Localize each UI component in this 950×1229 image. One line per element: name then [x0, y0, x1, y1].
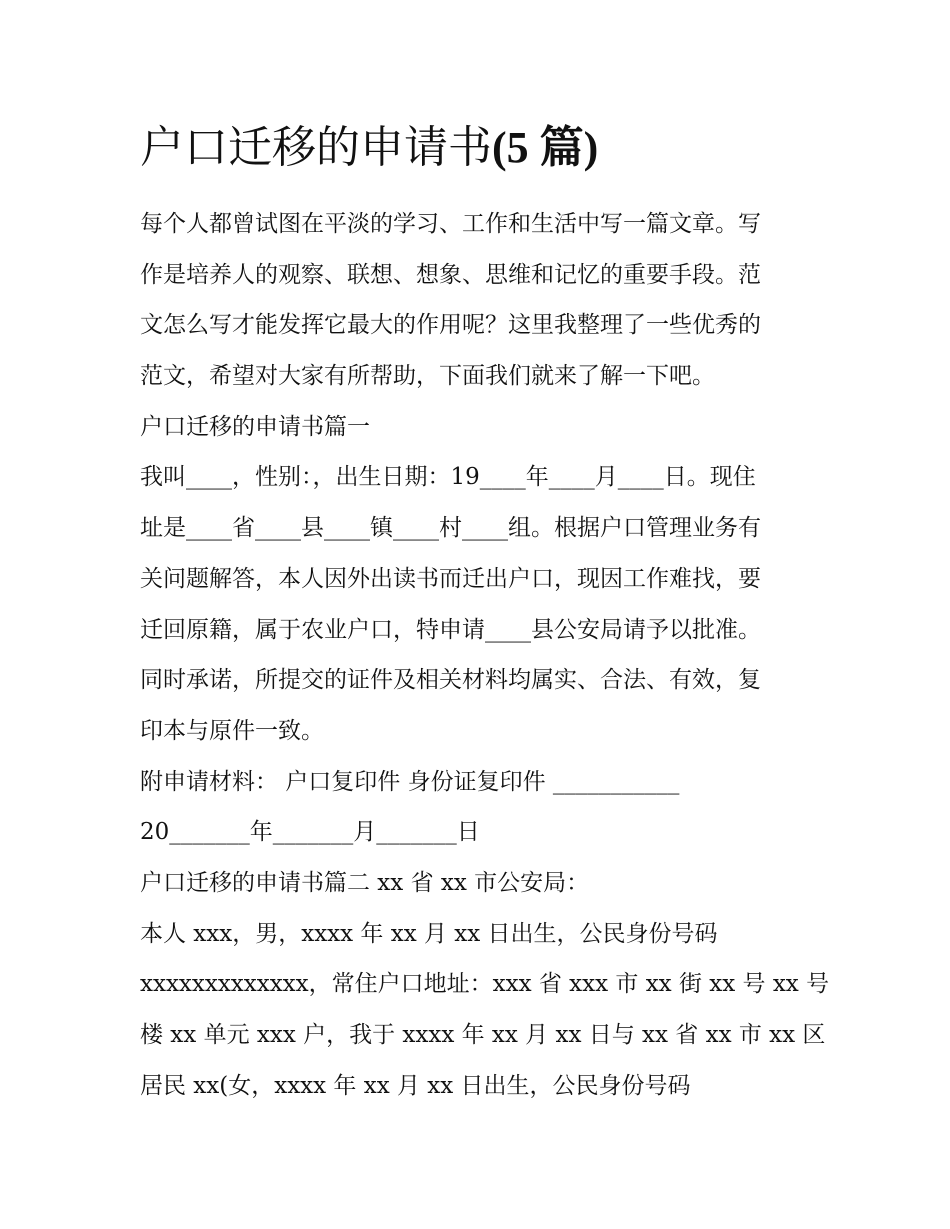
- text-line: 每个人都曾试图在平淡的学习、工作和生活中写一篇文章。写: [140, 211, 761, 237]
- text-line: 文怎么写才能发挥它最大的作用呢？这里我整理了一些优秀的: [140, 312, 761, 339]
- title-count: (5 篇): [492, 123, 599, 172]
- text-line: 本人 xxx，男，xxxx 年 xx 月 xx 日出生，公民身份号码: [140, 920, 718, 947]
- text-line: 迁回原籍，属于农业户口，特申请____县公安局请予以批准。: [140, 616, 761, 643]
- title-text: 户口迁移的申请书: [140, 122, 492, 173]
- text-line: 居民 xx(女，xxxx 年 xx 月 xx 日出生，公民身份号码: [140, 1072, 691, 1099]
- text-line: 关问题解答，本人因外出读书而迁出户口，现因工作难找，要: [140, 565, 761, 592]
- document-body: [140, 199, 830, 1111]
- text-line: 楼 xx 单元 xxx 户，我于 xxxx 年 xx 月 xx 日与 xx 省 xx 市 xx 区: [140, 1022, 826, 1048]
- text-line: 址是____省____县____镇____村____组。根据户口管理业务有: [140, 515, 761, 542]
- text-line: 我叫____，性别：，出生日期：19____年____月____日。现住: [140, 464, 756, 491]
- text-line: 范文，希望对大家有所帮助，下面我们就来了解一下吧。: [140, 363, 715, 390]
- text-line: 印本与原件一致。: [140, 717, 324, 744]
- attachments-line: 附申请材料： 户口复印件 身份证复印件 ___________: [140, 768, 680, 795]
- date-line: 20_______年_______月_______日: [140, 819, 480, 846]
- document-title: [140, 112, 820, 184]
- text-line: 作是培养人的观察、联想、想象、思维和记忆的重要手段。范: [140, 261, 761, 288]
- text-line: 同时承诺，所提交的证件及相关材料均属实、合法、有效，复: [140, 667, 761, 694]
- text-line: xxxxxxxxxxxxx，常住户口地址：xxx 省 xxx 市 xx 街 xx 号 xx 号: [140, 971, 830, 998]
- section-heading: 户口迁移的申请书篇一: [140, 413, 370, 440]
- section-heading: 户口迁移的申请书篇二 xx 省 xx 市公安局：: [140, 869, 590, 896]
